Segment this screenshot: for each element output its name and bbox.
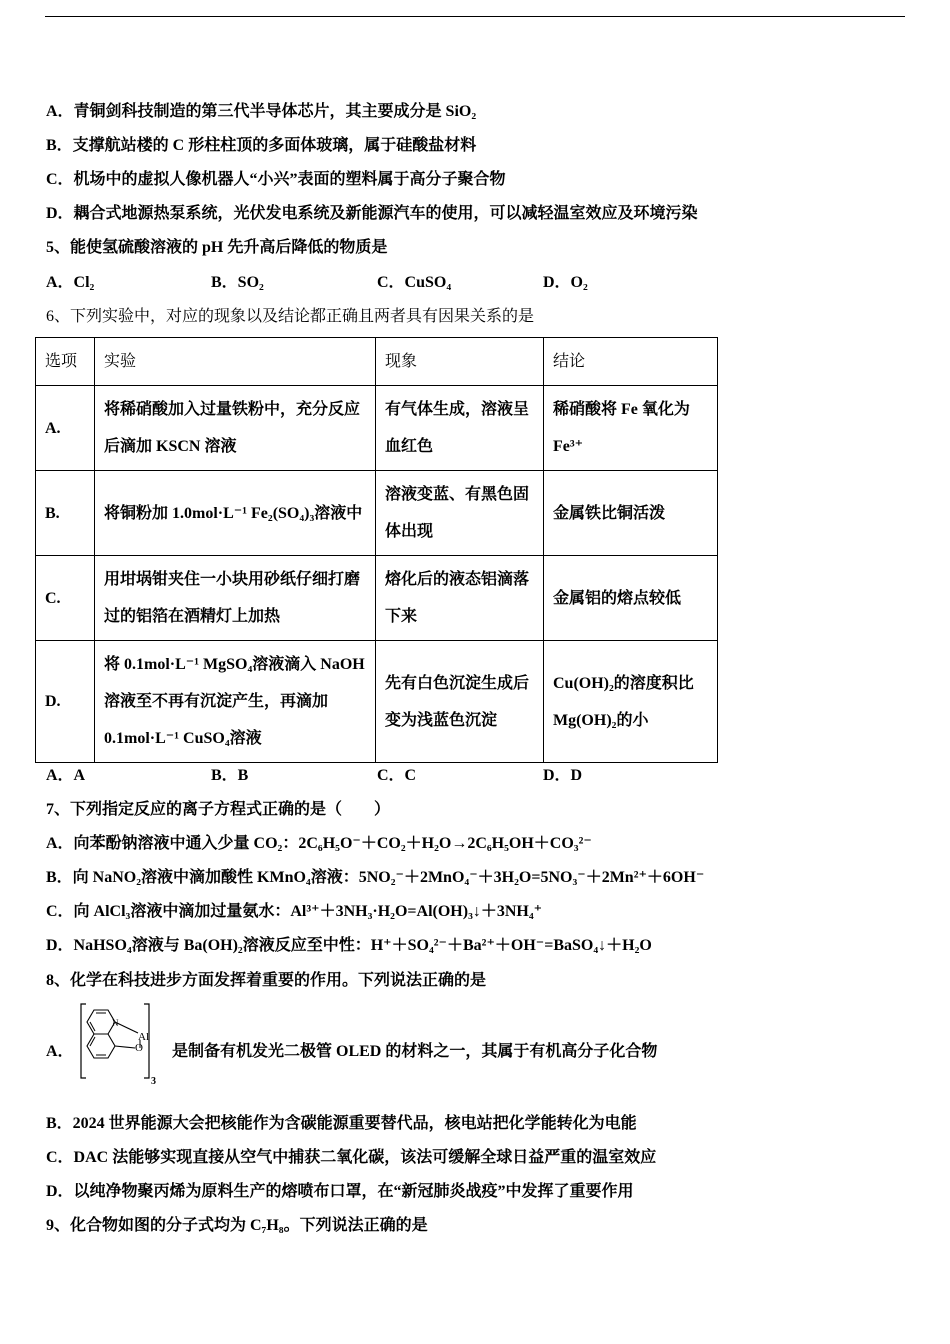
row-a-phenomenon: 有气体生成，溶液呈血红色	[376, 386, 544, 471]
q7-option-b[interactable]: B．向 NaNO₂溶液中滴加酸性 KMnO₄溶液：5NO₂⁻＋2MnO₄⁻＋3H₂O=5NO₃⁻＋2Mn²⁺＋6OH⁻	[46, 869, 705, 886]
row-c-conclusion: 金属铝的熔点较低	[544, 556, 718, 641]
q4-option-d[interactable]: D．耦合式地源热泵系统，光伏发电系统及新能源汽车的使用，可以减轻温室效应及环境污染	[46, 205, 698, 222]
q6-option-d[interactable]: D．D	[543, 767, 583, 784]
q6-option-c[interactable]: C．C	[377, 767, 417, 784]
row-c-phenomenon: 熔化后的液态铝滴落下来	[376, 556, 544, 641]
q4-option-c[interactable]: C．机场中的虚拟人像机器人“小兴”表面的塑料属于高分子聚合物	[46, 171, 506, 188]
aluminum-quinolinate-structure	[78, 1000, 170, 1086]
q5-option-d[interactable]: D．O₂	[543, 274, 588, 291]
q8-option-b[interactable]: B．2024 世界能源大会把核能作为含碳能源重要替代品，核电站把化学能转化为电能	[46, 1115, 637, 1132]
q6-option-b[interactable]: B．B	[211, 767, 249, 784]
q8-stem: 8、化学在科技进步方面发挥着重要的作用。下列说法正确的是	[46, 972, 487, 989]
table-row	[36, 556, 718, 641]
row-a-experiment: 将稀硝酸加入过量铁粉中，充分反应后滴加 KSCN 溶液	[95, 386, 376, 471]
row-a-option: A.	[36, 386, 95, 471]
header-experiment: 实验	[95, 338, 376, 386]
oxygen-label: O	[135, 1042, 143, 1054]
table-row	[36, 471, 718, 556]
aluminum-label: Al	[138, 1031, 149, 1043]
row-c-option: C.	[36, 556, 95, 641]
q7-option-c[interactable]: C．向 AlCl₃溶液中滴加过量氨水：Al³⁺＋3NH₃·H₂O=Al(OH)₃↓＋3NH₄⁺	[46, 903, 543, 920]
table-row	[36, 386, 718, 471]
q7-stem: 7、下列指定反应的离子方程式正确的是（ ）	[46, 801, 391, 818]
subscript-three: 3	[151, 1076, 156, 1086]
row-b-phenomenon: 溶液变蓝、有黑色固体出现	[376, 471, 544, 556]
nitrogen-label: N	[112, 1018, 119, 1028]
row-c-experiment: 用坩埚钳夹住一小块用砂纸仔细打磨过的铝箔在酒精灯上加热	[95, 556, 376, 641]
q8-option-a-label[interactable]: A．	[46, 1043, 74, 1060]
q5-option-b[interactable]: B．SO₂	[211, 274, 264, 291]
row-d-conclusion: Cu(OH)₂的溶度积比 Mg(OH)₂的小	[544, 641, 718, 763]
q7-option-d[interactable]: D．NaHSO₄溶液与 Ba(OH)₂溶液反应至中性：H⁺＋SO₄²⁻＋Ba²⁺＋OH⁻=BaSO₄↓＋H₂O	[46, 937, 652, 954]
header-option: 选项	[36, 338, 95, 386]
header-rule	[45, 16, 905, 17]
q6-option-a[interactable]: A．A	[46, 767, 86, 784]
q8-option-a-text[interactable]: 是制备有机发光二极管 OLED 的材料之一，其属于有机高分子化合物	[172, 1043, 658, 1060]
q6-experiment-table	[35, 337, 718, 763]
row-a-conclusion: 稀硝酸将 Fe 氧化为 Fe³⁺	[544, 386, 718, 471]
row-b-conclusion: 金属铁比铜活泼	[544, 471, 718, 556]
q8-option-d[interactable]: D．以纯净物聚丙烯为原料生产的熔喷布口罩，在“新冠肺炎战疫”中发挥了重要作用	[46, 1183, 634, 1200]
header-conclusion: 结论	[544, 338, 718, 386]
q6-stem: 6、下列实验中，对应的现象以及结论都正确且两者具有因果关系的是	[46, 308, 535, 325]
header-phenomenon: 现象	[376, 338, 544, 386]
row-d-experiment: 将 0.1mol·L⁻¹ MgSO₄溶液滴入 NaOH 溶液至不再有沉淀产生，再滴加 0.1mol·L⁻¹ CuSO₄溶液	[95, 641, 376, 763]
q8-option-c[interactable]: C．DAC 法能够实现直接从空气中捕获二氧化碳，该法可缓解全球日益严重的温室效应	[46, 1149, 657, 1166]
q4-option-b[interactable]: B．支撑航站楼的 C 形柱柱顶的多面体玻璃，属于硅酸盐材料	[46, 137, 477, 154]
row-b-option: B.	[36, 471, 95, 556]
q4-option-a[interactable]: A．青铜剑科技制造的第三代半导体芯片，其主要成分是 SiO₂	[46, 103, 477, 120]
q5-option-a[interactable]: A．Cl₂	[46, 274, 95, 291]
table-header-row	[36, 338, 718, 386]
q9-stem: 9、化合物如图的分子式均为 C₇H₈。下列说法正确的是	[46, 1217, 428, 1234]
q5-option-c[interactable]: C．CuSO₄	[377, 274, 452, 291]
row-b-experiment: 将铜粉加 1.0mol·L⁻¹ Fe₂(SO₄)₃溶液中	[95, 471, 376, 556]
row-d-option: D.	[36, 641, 95, 763]
table-row	[36, 641, 718, 763]
q5-stem: 5、能使氢硫酸溶液的 pH 先升高后降低的物质是	[46, 239, 388, 256]
q7-option-a[interactable]: A．向苯酚钠溶液中通入少量 CO₂：2C₆H₅O⁻＋CO₂＋H₂O→2C₆H₅OH＋CO₃²⁻	[46, 835, 592, 852]
row-d-phenomenon: 先有白色沉淀生成后变为浅蓝色沉淀	[376, 641, 544, 763]
